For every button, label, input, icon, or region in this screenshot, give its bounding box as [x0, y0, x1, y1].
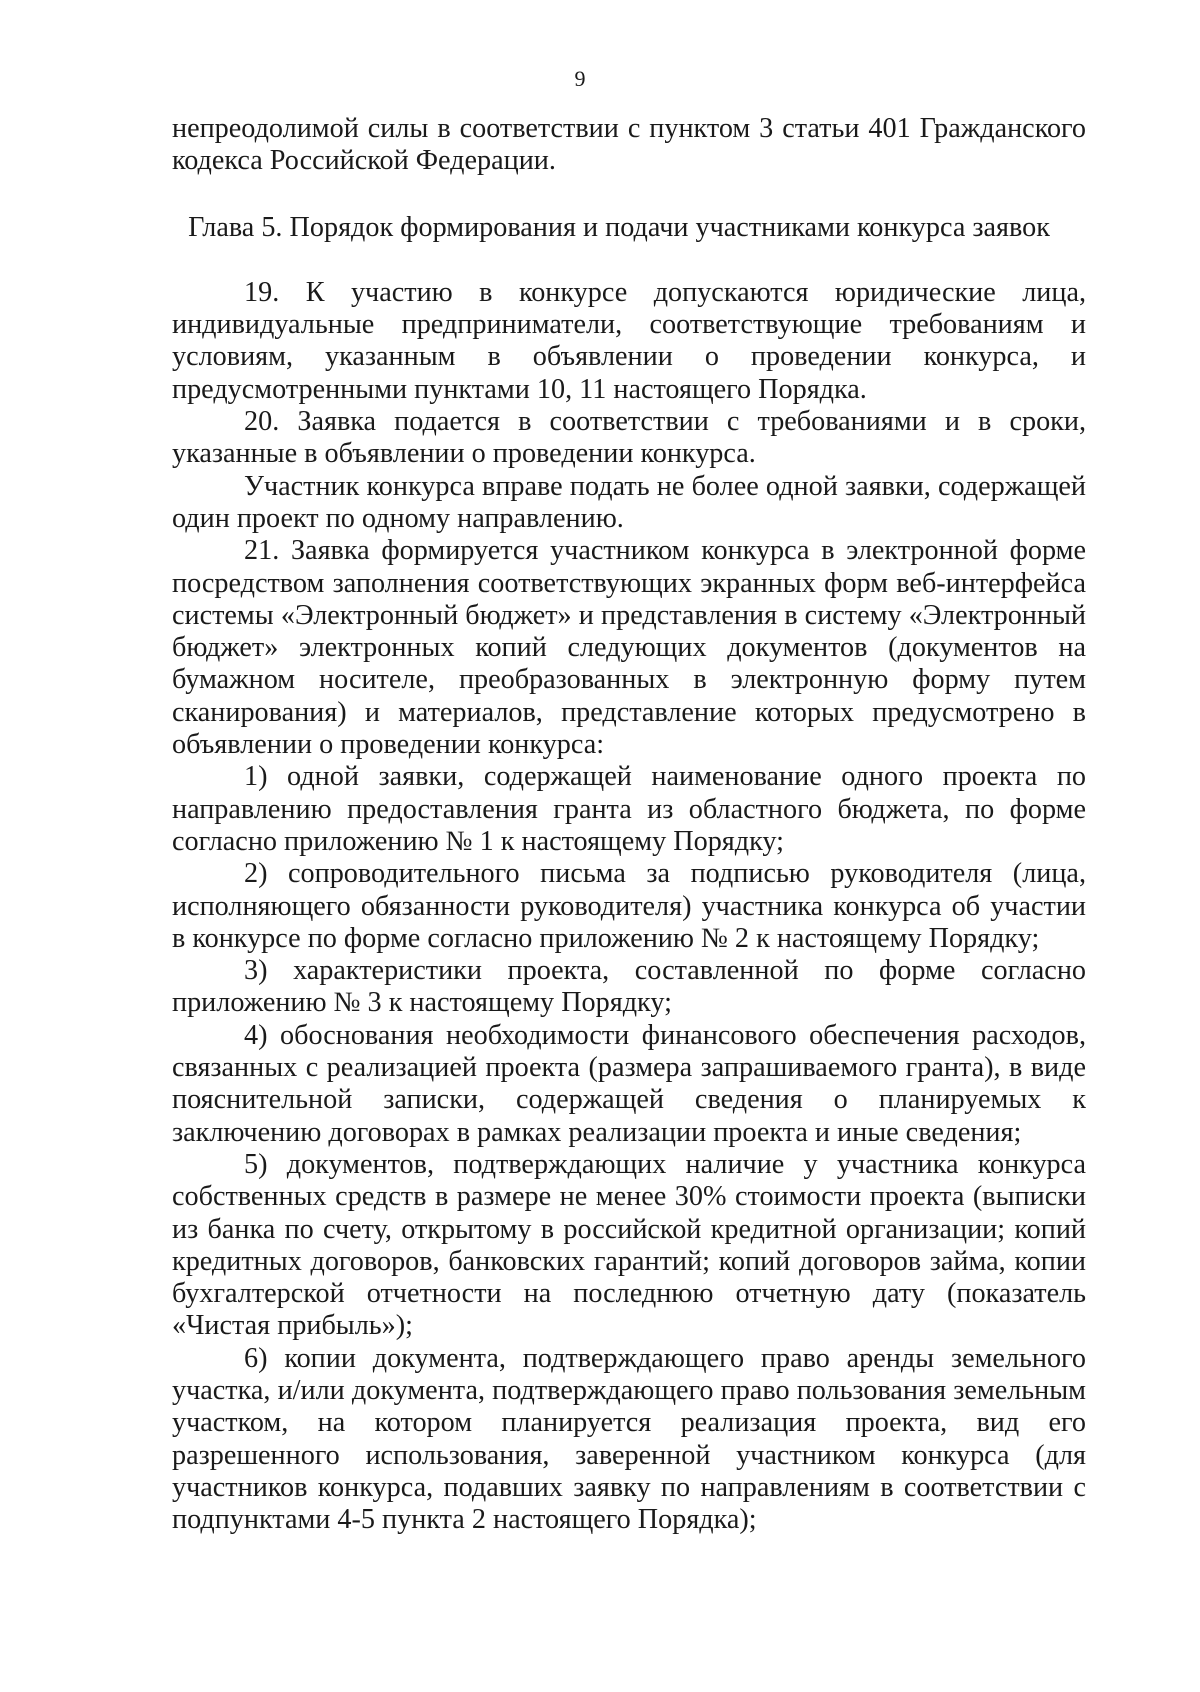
paragraph-21: 21. Заявка формируется участником конкурса в электронной форме посредством заполнения соответствующих экранных форм веб-интерфейса системы «Электронный бюджет» и представления в систему «Электронный бюджет» электронных копий следующих документов (документов на бумажном носителе, преобразованных в электронную форму путем сканирования) и материалов, представление которых предусмотрено в объявлении о проведении конкурса:: [172, 535, 1086, 761]
list-item-5: 5) документов, подтверждающих наличие у участника конкурса собственных средств в размере не менее 30% стоимости проекта (выписки из банка по счету, открытому в российской кредитной организации; копий кредитных договоров, банковских гарантий; копий договоров займа, копии бухгалтерской отчетности на последнюю отчетную дату (показатель «Чистая прибыль»);: [172, 1148, 1086, 1342]
list-item-4: 4) обоснования необходимости финансового обеспечения расходов, связанных с реализацией проекта (размера запрашиваемого гранта), в виде пояснительной записки, содержащей сведения о планируемых к заключению договорах в рамках реализации проекта и иные сведения;: [172, 1019, 1086, 1148]
paragraph-19: 19. К участию в конкурсе допускаются юридические лица, индивидуальные предприниматели, соответствующие требованиям и условиям, указанным в объявлении о проведении конкурса, и предусмотренными пунктами 10, 11 настоящего Порядка.: [172, 276, 1086, 405]
page-number: 9: [574, 66, 586, 91]
list-item-2: 2) сопроводительного письма за подписью руководителя (лица, исполняющего обязанности руководителя) участника конкурса об участии в конкурсе по форме согласно приложению № 2 к настоящему Порядку;: [172, 858, 1086, 954]
list-item-6: 6) копии документа, подтверждающего право аренды земельного участка, и/или документа, подтверждающего право пользования земельным участком, на котором планируется реализация проекта, вид его разрешенного использования, заверенной участником конкурса (для участников конкурса, подавших заявку по направлениям в соответствии с подпунктами 4-5 пункта 2 настоящего Порядка);: [172, 1342, 1086, 1536]
list-item-3: 3) характеристики проекта, составленной по форме согласно приложению № 3 к настоящему Порядку;: [172, 955, 1086, 1019]
list-item-1: 1) одной заявки, содержащей наименование одного проекта по направлению предоставления гранта из областного бюджета, по форме согласно приложению № 1 к настоящему Порядку;: [172, 761, 1086, 857]
document-body: [172, 113, 1086, 1536]
continuation-paragraph: непреодолимой силы в соответствии с пунктом 3 статьи 401 Гражданского кодекса Российской Федерации.: [172, 113, 1086, 177]
paragraph-20-participant: Участник конкурса вправе подать не более одной заявки, содержащей один проект по одному направлению.: [172, 470, 1086, 534]
paragraph-20: 20. Заявка подается в соответствии с требованиями и в сроки, указанные в объявлении о проведении конкурса.: [172, 406, 1086, 470]
chapter-title: Глава 5. Порядок формирования и подачи участниками конкурса заявок: [188, 211, 1050, 243]
